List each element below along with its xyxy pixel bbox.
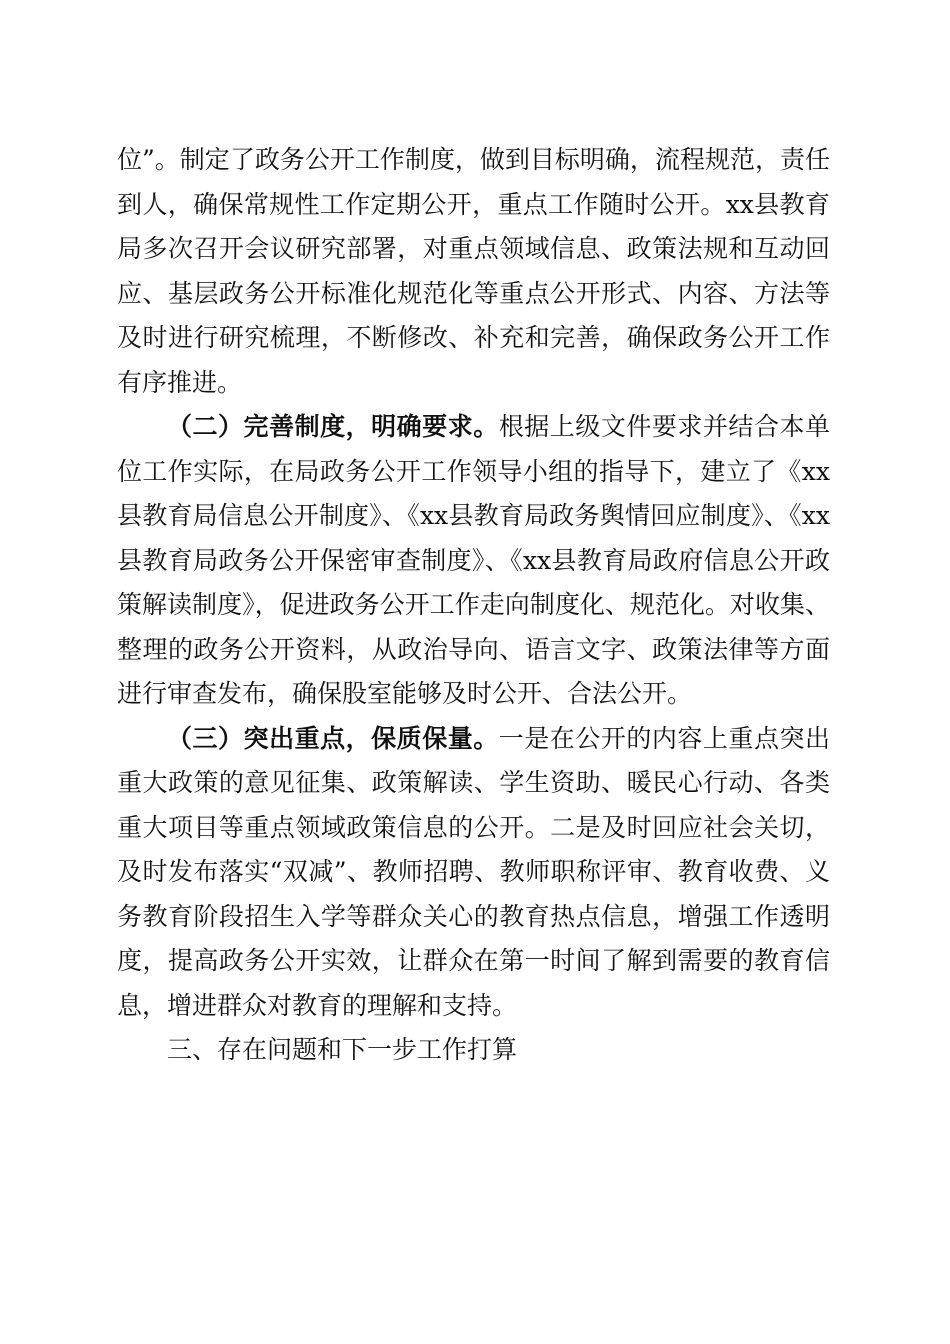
paragraph-text: 位”。制定了政务公开工作制度，做到目标明确，流程规范，责任到人，确保常规性工作定期公开，重点工作随时公开。xx县教育局多次召开会议研究部署，对重点领域信息、政策法规和互动回应、基层政务公开标准化规范化等重点公开形式、内容、方法等及时进行研究梳理，不断修改、补充和完善，确保政务公开工作有序推进。 — [117, 145, 830, 397]
paragraph-lead-heading: （三）突出重点，保质保量。 — [167, 723, 499, 753]
paragraph-text: 根据上级文件要求并结合本单位工作实际，在局政务公开工作领导小组的指导下，建立了《xx县教育局信息公开制度》、《xx县教育局政务舆情回应制度》、《xx县教育局政务公开保密审查制度》、《xx县教育局政府信息公开政策解读制度》，促进政务公开工作走向制度化、规范化。对收集、整理的政务公开资料，从政治导向、语言文字、政策法律等方面进行审查发布，确保股室能够及时公开、合法公开。 — [117, 412, 830, 708]
document-body — [117, 138, 830, 1073]
paragraph-lead-heading: （二）完善制度，明确要求。 — [167, 412, 499, 441]
section-heading: 三、存在问题和下一步工作打算 — [167, 1035, 518, 1064]
paragraph-text: 一是在公开的内容上重点突出重大政策的意见征集、政策解读、学生资助、暖民心行动、各类重大项目等重点领域政策信息的公开。二是及时回应社会关切，及时发布落实“双减”、教师招聘、教师职称评审、教育收费、义务教育阶段招生入学等群众关心的教育热点信息，增强工作透明度，提高政务公开实效，让群众在第一时间了解到需要的教育信息，增进群众对教育的理解和支持。 — [117, 723, 830, 1020]
paragraph-system-improvement — [117, 405, 830, 717]
paragraph-continuation — [117, 138, 830, 405]
paragraph-key-points — [117, 717, 830, 1029]
